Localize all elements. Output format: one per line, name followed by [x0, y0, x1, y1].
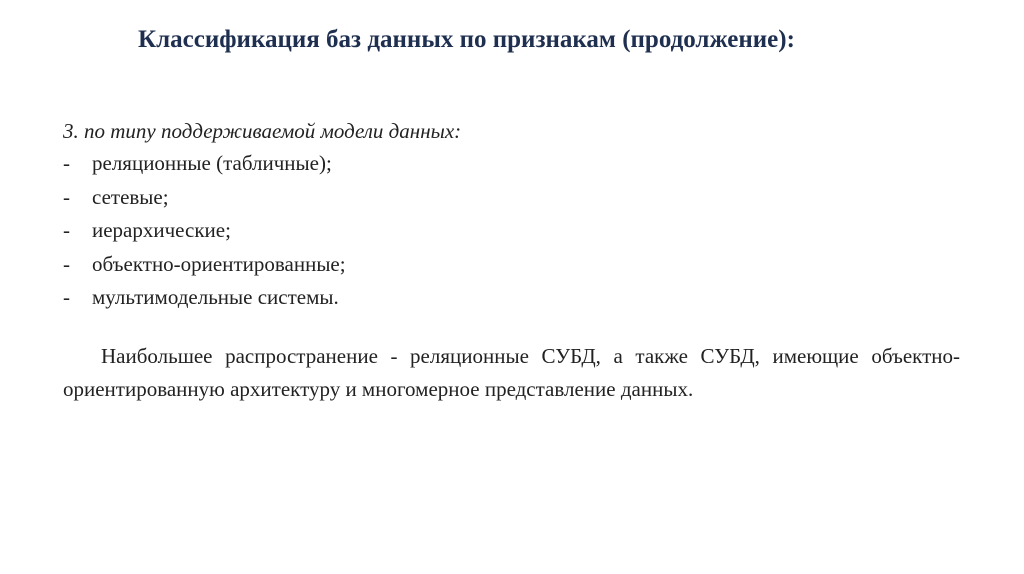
list-item: [63, 147, 346, 181]
list-bullet: -: [63, 151, 70, 175]
model-type-list: [63, 147, 346, 315]
list-item: [63, 181, 346, 215]
list-item: [63, 248, 346, 282]
list-intro: 3. по типу поддерживаемой модели данных:: [63, 119, 462, 143]
list-bullet: -: [63, 251, 70, 276]
list-bullet: -: [63, 285, 70, 310]
list-item-text: реляционные (табличные);: [92, 151, 332, 175]
slide-title: Классификация баз данных по признакам (продолжение):: [138, 26, 795, 53]
summary-paragraph: Наибольшее распространение - реляционные СУБД, а также СУБД, имеющие объектно-ориентированную архитектуру и многомерное представление данных.: [63, 344, 960, 401]
list-item: [63, 281, 346, 315]
list-item-text: иерархические;: [92, 218, 231, 243]
list-item-text: мультимодельные системы.: [92, 285, 339, 310]
list-bullet: -: [63, 184, 70, 209]
list-item-text: сетевые;: [92, 184, 169, 209]
list-bullet: -: [63, 218, 70, 243]
list-item: [63, 214, 346, 248]
list-item-text: объектно-ориентированные;: [92, 251, 346, 276]
